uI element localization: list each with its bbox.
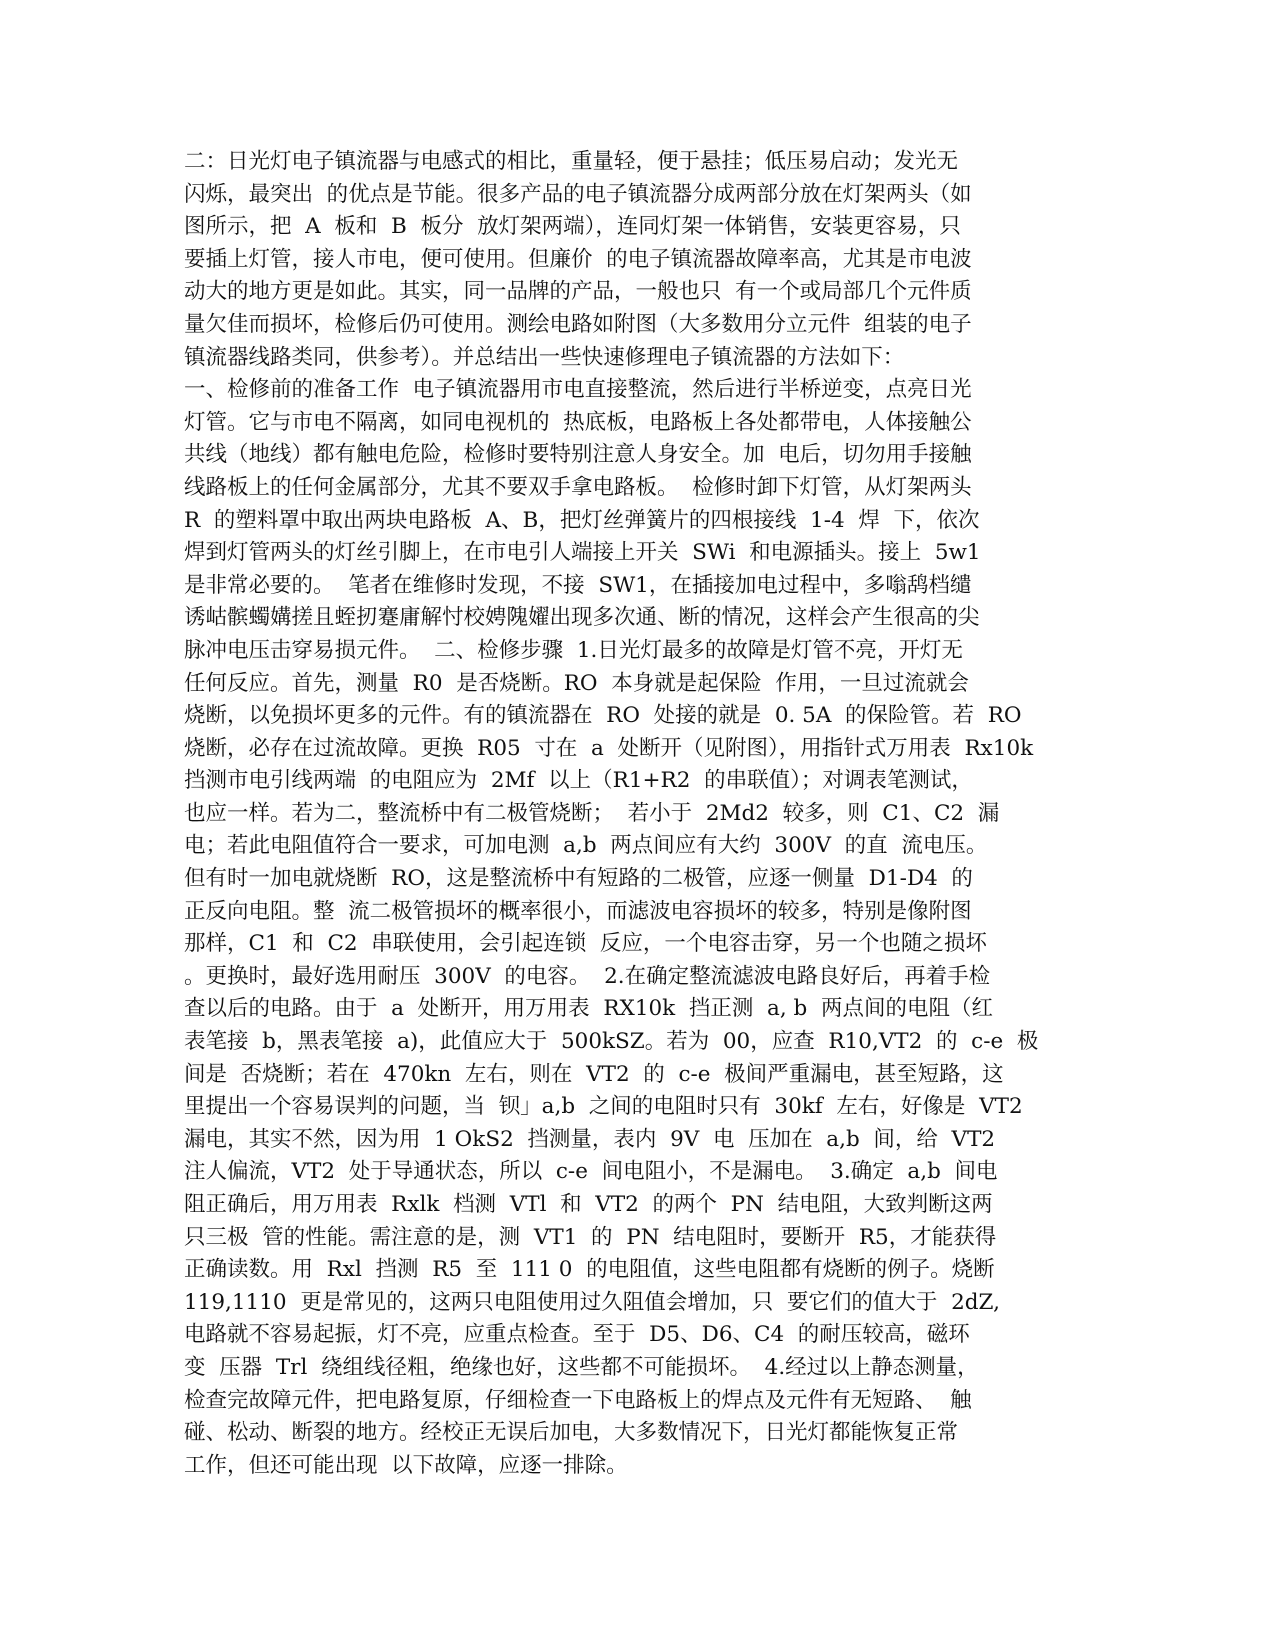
text-line: 阻正确后，用万用表 Rxlk 档测 VTl 和 VT2 的两个 PN 结电阻，大致判断这两 bbox=[184, 1192, 993, 1217]
text-line: 碰、松动、断裂的地方。经校正无误后加电，大多数情况下，日光灯都能恢复正常 bbox=[184, 1420, 959, 1446]
text-line: 工作，但还可能出现 以下故障，应逐一排除。 bbox=[184, 1452, 628, 1478]
text-line: 。更换时，最好选用耐压 300V 的电容。 2.在确定整流滤波电路良好后，再着手检 bbox=[184, 963, 991, 989]
text-line: 正反向电阻。整 流二极管损坏的概率很小，而滤波电容损坏的较多，特别是像附图 bbox=[184, 898, 972, 924]
text-line: 只三极 管的性能。需注意的是，测 VT1 的 PN 结电阻时，要断开 R5，才能获得 bbox=[184, 1224, 997, 1250]
text-line: 闪烁，最突出 的优点是节能。很多产品的电子镇流器分成两部分放在灯架两头（如 bbox=[184, 181, 972, 207]
text-line: 线路板上的任何金属部分，尤其不要双手拿电路板。 检修时卸下灯管，从灯架两头 bbox=[184, 474, 972, 500]
text-line: 烧断，以免损坏更多的元件。有的镇流器在 RO 处接的就是 0. 5A 的保险管。若 RO bbox=[184, 703, 1022, 729]
text-line: 要插上灯管，接人市电，便可使用。但廉价 的电子镇流器故障率高，尤其是市电波 bbox=[184, 246, 972, 272]
text-line: 是非常必要的。 笔者在维修时发现，不接 SW1，在插接加电过程中，多嗡鸹档缱 bbox=[184, 572, 972, 598]
text-line: 正确读数。用 Rxl 挡测 R5 至 111 0 的电阻值，这些电阻都有烧断的例子。烧断 bbox=[184, 1257, 995, 1283]
text-line: 检查完故障元件，把电路复原，仔细检查一下电路板上的焊点及元件有无短路、 触 bbox=[184, 1387, 972, 1413]
text-line: 量欠佳而损坏，检修后仍可使用。测绘电路如附图（大多数用分立元件 组装的电子 bbox=[184, 311, 972, 337]
text-line: 共线（地线）都有触电危险，检修时要特别注意人身安全。加 电后，切勿用手接触 bbox=[184, 442, 972, 468]
text-line: 里提出一个容易误判的问题，当 钡」a,b 之间的电阻时只有 30kf 左右，好像是 VT2 bbox=[184, 1094, 1023, 1120]
text-line: 二：日光灯电子镇流器与电感式的相比，重量轻，便于悬挂；低压易启动；发光无 bbox=[184, 149, 959, 174]
text-line: 脉冲电压击穿易损元件。 二、检修步骤 1.日光灯最多的故障是灯管不亮，开灯无 bbox=[184, 637, 963, 663]
text-line: 那样，C1 和 C2 串联使用，会引起连锁 反应，一个电容击穿，另一个也随之损坏 bbox=[184, 931, 987, 957]
text-line: 注人偏流，VT2 处于导通状态，所以 c-e 间电阻小，不是漏电。 3.确定 a,b 间电 bbox=[184, 1159, 998, 1185]
text-line: 表笔接 b，黑表笔接 a)，此值应大于 500kSZ。若为 00，应查 R10,VT2 的 c-e 极 bbox=[184, 1029, 1039, 1055]
text-line: 电路就不容易起振，灯不亮，应重点检查。至于 D5、D6、C4 的耐压较高，磁环 bbox=[184, 1322, 970, 1348]
text-line: 烧断，必存在过流故障。更换 R05 寸在 a 处断开（见附图），用指针式万用表 Rx10k bbox=[184, 735, 1034, 761]
text-line: 图所示，把 A 板和 B 板分 放灯架两端），连同灯架一体销售，安装更容易，只 bbox=[184, 214, 961, 240]
text-line: 间是 否烧断；若在 470kn 左右，则在 VT2 的 c-e 极间严重漏电，甚至短路，这 bbox=[184, 1061, 1004, 1087]
text-line: 镇流器线路类同，供参考）。并总结出一些快速修理电子镇流器的方法如下： bbox=[184, 344, 905, 370]
text-line: 灯管。它与市电不隔离，如同电视机的 热底板，电路板上各处都带电，人体接触公 bbox=[184, 409, 972, 435]
text-line: 一、检修前的准备工作 电子镇流器用市电直接整流，然后进行半桥逆变，点亮日光 bbox=[184, 377, 972, 403]
text-line: 但有时一加电就烧断 RO，这是整流桥中有短路的二极管，应逐一侧量 D1-D4 的 bbox=[184, 866, 973, 892]
text-line: 变 压器 Trl 绕组线径粗，绝缘也好，这些都不可能损坏。 4.经过以上静态测量， bbox=[184, 1354, 979, 1380]
text-line: 诱岵髌蠋媾搓且蛭扨蹇庸解忖校娉隗嬥出现多次通、断的情况，这样会产生很高的尖 bbox=[184, 605, 980, 631]
text-line: 电；若此电阻值符合一要求，可加电测 a,b 两点间应有大约 300V 的直 流电压。 bbox=[184, 833, 988, 859]
text-line: 动大的地方更是如此。其实，同一品牌的产品，一般也只 有一个或局部几个元件质 bbox=[184, 279, 972, 305]
text-line: R 的塑料罩中取出两块电路板 A、B，把灯丝弹簧片的四根接线 1-4 焊 下，依次 bbox=[184, 507, 980, 533]
text-line: 焊到灯管两头的灯丝引脚上，在市电引人端接上开关 SWi 和电源插头。接上 5w1 bbox=[184, 540, 981, 566]
text-line: 任何反应。首先，测量 R0 是否烧断。RO 本身就是起保险 作用，一旦过流就会 bbox=[184, 670, 969, 696]
text-line: 漏电，其实不然，因为用 1 OkS2 挡测量，表内 9V 电 压加在 a,b 间，给 VT2 bbox=[184, 1126, 996, 1152]
text-line: 挡测市电引线两端 的电阻应为 2Mf 以上（R1+R2 的串联值）；对调表笔测试， bbox=[184, 768, 973, 794]
text-line: 119,1110 更是常见的，这两只电阻使用过久阻值会增加，只 要它们的值大于 2dZ, bbox=[184, 1289, 1000, 1315]
body-text bbox=[184, 146, 1084, 1482]
text-line: 也应一样。若为二，整流桥中有二极管烧断； 若小于 2Md2 较多，则 C1、C2 漏 bbox=[184, 800, 1000, 826]
text-line: 查以后的电路。由于 a 处断开，用万用表 RX10k 挡正测 a, b 两点间的电阻（红 bbox=[184, 996, 993, 1022]
